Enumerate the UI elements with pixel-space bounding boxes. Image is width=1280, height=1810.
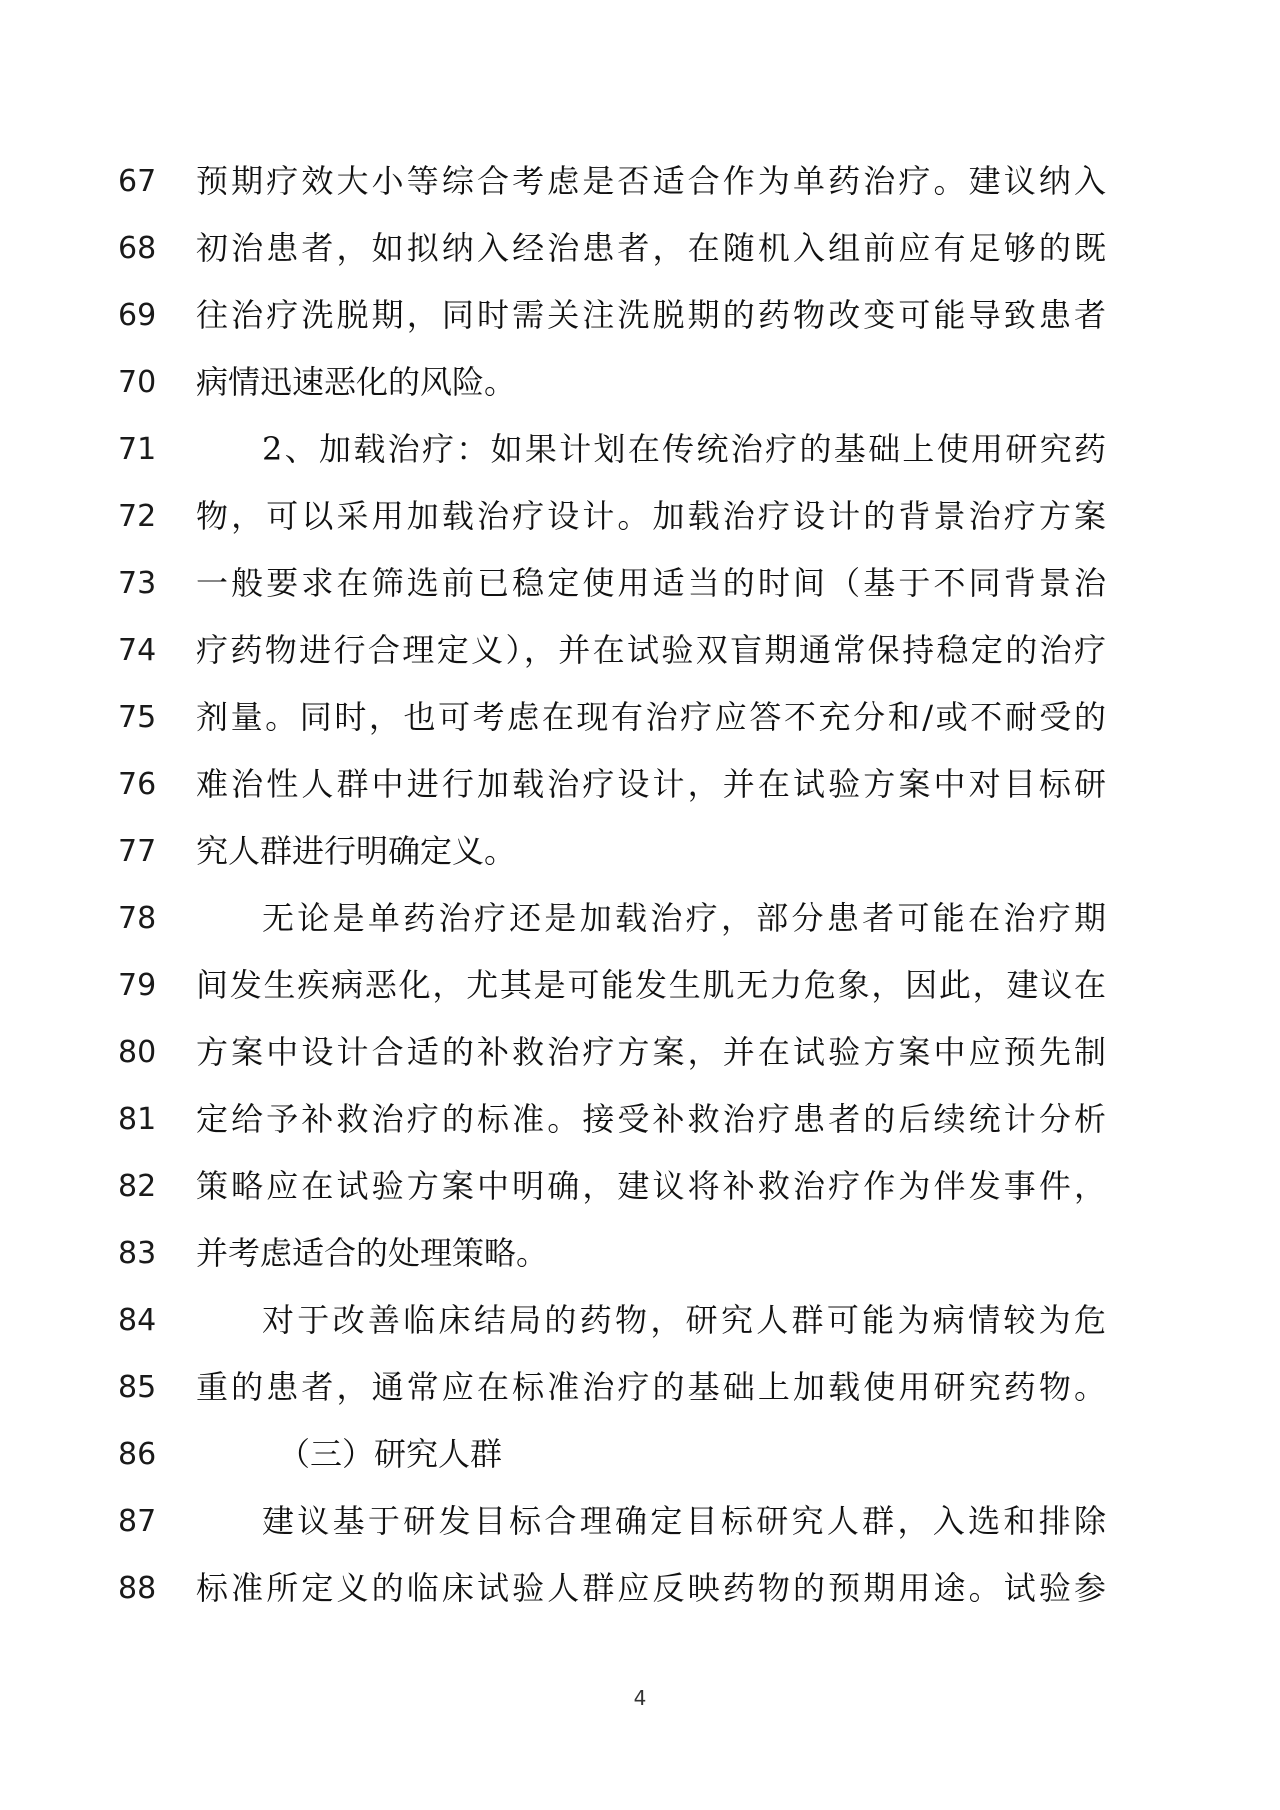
line-text: 预期疗效大小等综合考虑是否适合作为单药治疗。建议纳入 bbox=[196, 162, 1106, 200]
page-number: 4 bbox=[633, 1686, 647, 1710]
line-text: 物，可以采用加载治疗设计。加载治疗设计的背景治疗方案 bbox=[196, 497, 1106, 535]
section-heading: （三）研究人群 bbox=[278, 1435, 503, 1473]
text-line bbox=[0, 1086, 1280, 1153]
line-text: 病情迅速恶化的风险。 bbox=[196, 363, 517, 401]
line-text: 剂量。同时，也可考虑在现有治疗应答不充分和/或不耐受的 bbox=[196, 698, 1106, 736]
line-number: 72 bbox=[118, 499, 157, 534]
line-number: 81 bbox=[118, 1102, 157, 1137]
line-number: 74 bbox=[118, 633, 157, 668]
line-number: 84 bbox=[118, 1303, 157, 1338]
line-number: 75 bbox=[118, 700, 157, 735]
text-line bbox=[0, 416, 1280, 483]
line-number: 67 bbox=[118, 164, 157, 199]
text-line bbox=[0, 1153, 1280, 1220]
line-text: 策略应在试验方案中明确，建议将补救治疗作为伴发事件， bbox=[196, 1167, 1106, 1205]
line-text: 重的患者，通常应在标准治疗的基础上加载使用研究药物。 bbox=[196, 1368, 1106, 1406]
line-number: 71 bbox=[118, 432, 157, 467]
line-text: 定给予补救治疗的标准。接受补救治疗患者的后续统计分析 bbox=[196, 1100, 1106, 1138]
text-line bbox=[0, 751, 1280, 818]
section-heading-line bbox=[0, 1421, 1280, 1488]
line-text: 往治疗洗脱期，同时需关注洗脱期的药物改变可能导致患者 bbox=[196, 296, 1106, 334]
text-line bbox=[0, 1488, 1280, 1555]
line-text: 建议基于研发目标合理确定目标研究人群，入选和排除 bbox=[262, 1502, 1106, 1540]
line-number: 76 bbox=[118, 767, 157, 802]
line-text: 一般要求在筛选前已稳定使用适当的时间（基于不同背景治 bbox=[196, 564, 1106, 602]
line-text: 难治性人群中进行加载治疗设计，并在试验方案中对目标研 bbox=[196, 765, 1106, 803]
line-number: 68 bbox=[118, 231, 157, 266]
document-body bbox=[0, 148, 1280, 1622]
text-line bbox=[0, 215, 1280, 282]
text-line bbox=[0, 818, 1280, 885]
line-text: 2、加载治疗：如果计划在传统治疗的基础上使用研究药 bbox=[262, 430, 1106, 468]
text-line bbox=[0, 1287, 1280, 1354]
line-number: 82 bbox=[118, 1169, 157, 1204]
line-text: 方案中设计合适的补救治疗方案，并在试验方案中应预先制 bbox=[196, 1033, 1106, 1071]
line-number: 83 bbox=[118, 1236, 157, 1271]
line-number: 69 bbox=[118, 298, 157, 333]
line-text: 间发生疾病恶化，尤其是可能发生肌无力危象，因此，建议在 bbox=[196, 966, 1106, 1004]
text-line bbox=[0, 550, 1280, 617]
line-number: 80 bbox=[118, 1035, 157, 1070]
line-text: 究人群进行明确定义。 bbox=[196, 832, 517, 870]
text-line bbox=[0, 684, 1280, 751]
text-line bbox=[0, 483, 1280, 550]
line-number: 87 bbox=[118, 1504, 157, 1539]
line-number: 88 bbox=[118, 1571, 157, 1606]
text-line bbox=[0, 1354, 1280, 1421]
line-text: 疗药物进行合理定义），并在试验双盲期通常保持稳定的治疗 bbox=[196, 631, 1106, 669]
text-line bbox=[0, 1220, 1280, 1287]
text-line bbox=[0, 148, 1280, 215]
line-number: 79 bbox=[118, 968, 157, 1003]
text-line bbox=[0, 1555, 1280, 1622]
line-text: 标准所定义的临床试验人群应反映药物的预期用途。试验参 bbox=[196, 1569, 1106, 1607]
text-line bbox=[0, 885, 1280, 952]
line-number: 85 bbox=[118, 1370, 157, 1405]
line-text: 并考虑适合的处理策略。 bbox=[196, 1234, 549, 1272]
line-number: 73 bbox=[118, 566, 157, 601]
text-line bbox=[0, 952, 1280, 1019]
text-line bbox=[0, 282, 1280, 349]
text-line bbox=[0, 1019, 1280, 1086]
line-text: 初治患者，如拟纳入经治患者，在随机入组前应有足够的既 bbox=[196, 229, 1106, 267]
line-number: 86 bbox=[118, 1437, 157, 1472]
text-line bbox=[0, 349, 1280, 416]
line-number: 70 bbox=[118, 365, 157, 400]
text-line bbox=[0, 617, 1280, 684]
line-text: 无论是单药治疗还是加载治疗，部分患者可能在治疗期 bbox=[262, 899, 1106, 937]
line-number: 77 bbox=[118, 834, 157, 869]
line-number: 78 bbox=[118, 901, 157, 936]
line-text: 对于改善临床结局的药物，研究人群可能为病情较为危 bbox=[262, 1301, 1106, 1339]
